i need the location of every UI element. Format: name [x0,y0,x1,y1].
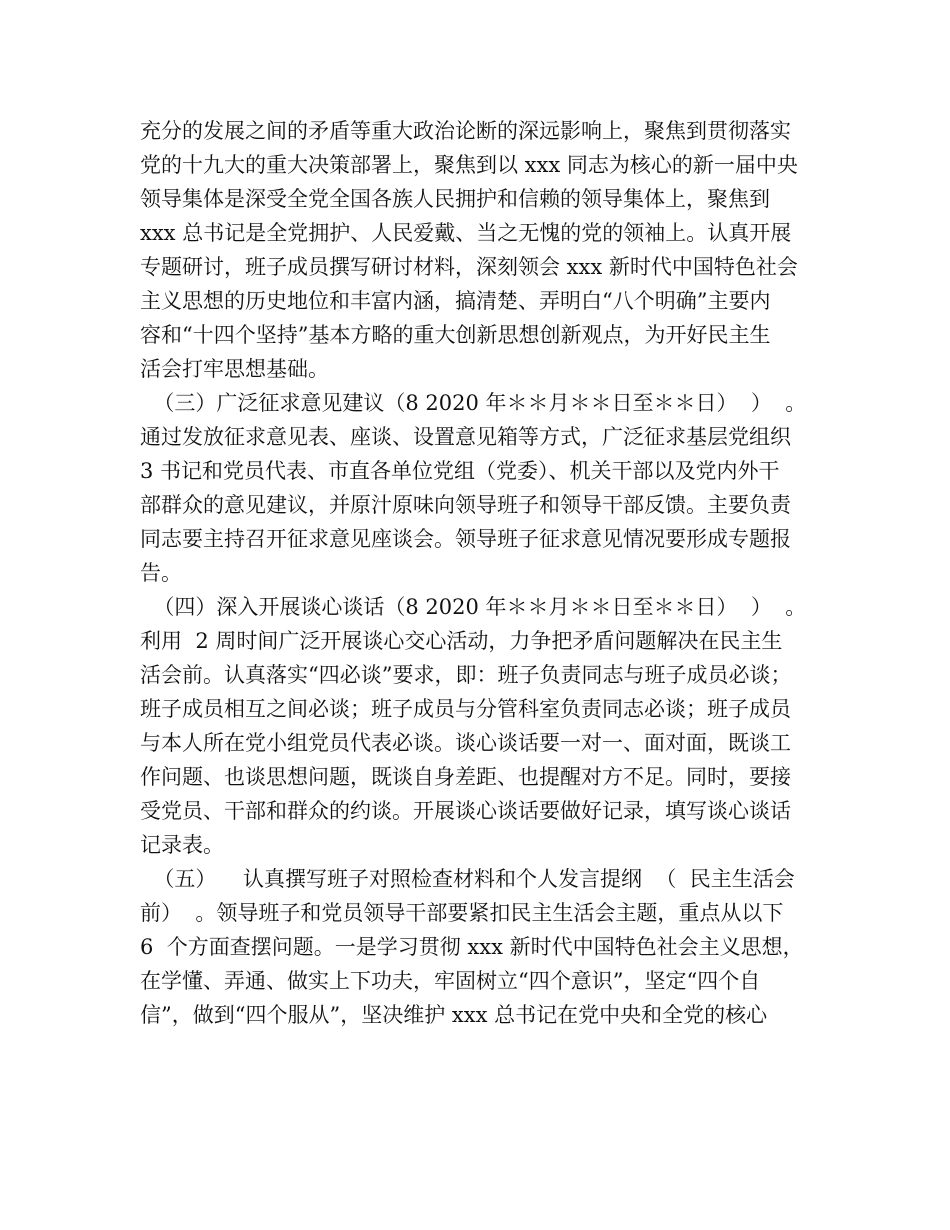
text-line: 活会打牢思想基础。 [140,357,329,381]
section-heading-3: （三）广泛征求意见建议（8 2020 年＊＊月＊＊日至＊＊日） ） 。 [140,391,807,415]
text-line: 领导集体是深受全党全国各族人民拥护和信赖的领导集体上，聚焦到 [140,187,770,211]
text-line: 专题研讨，班子成员撰写研讨材料，深刻领会 xxx 新时代中国特色社会 [140,255,798,279]
text-line: 党的十九大的重大决策部署上，聚焦到以 xxx 同志为核心的新一届中央 [140,153,798,177]
section-heading-4: （四）深入开展谈心谈话（8 2020 年＊＊月＊＊日至＊＊日） ） 。 [140,595,807,619]
text-line: 与本人所在党小组党员代表必谈。谈心谈话要一对一、面对面，既谈工 [140,731,791,755]
text-line: 活会前。认真落实“四必谈”要求，即：班子负责同志与班子成员必谈； [140,663,792,687]
text-line: 作问题、也谈思想问题，既谈自身差距、也提醒对方不足。同时，要接 [140,765,791,789]
text-line: 在学懂、弄通、做实上下功夫，牢固树立“四个意识”，坚定“四个自 [140,969,761,993]
text-line: 部群众的意见建议，并原汁原味向领导班子和领导干部反馈。主要负责 [140,493,791,517]
text-line: 3 书记和党员代表、市直各单位党组（党委）、机关干部以及党内外干 [140,459,780,483]
text-line: 前） 。领导班子和党员领导干部要紧扣民主生活会主题，重点从以下 [140,901,784,925]
text-line: 利用 2 周时间广泛开展谈心交心活动，力争把矛盾问题解决在民主生 [140,629,783,653]
text-line: 主义思想的历史地位和丰富内涵，搞清楚、弄明白“八个明确”主要内 [140,289,771,313]
text-line: 信”，做到“四个服从”，坚决维护 xxx 总书记在党中央和全党的核心 [140,1003,768,1027]
text-line: 记录表。 [140,833,224,857]
text-line: 班子成员相互之间必谈；班子成员与分管科室负责同志必谈；班子成员 [140,697,791,721]
text-line: 容和“十四个坚持”基本方略的重大创新思想创新观点，为开好民主生 [140,323,771,347]
text-line: 同志要主持召开征求意见座谈会。领导班子征求意见情况要形成专题报 [140,527,791,551]
text-line: 告。 [140,561,182,585]
text-line: 通过发放征求意见表、座谈、设置意见箱等方式，广泛征求基层党组织 [140,425,791,449]
text-line: 6 个方面查摆问题。一是学习贯彻 xxx 新时代中国特色社会主义思想， [140,935,804,959]
document-body [140,114,830,1032]
text-line: 充分的发展之间的矛盾等重大政治论断的深远影响上，聚焦到贯彻落实 [140,119,791,143]
text-line: 受党员、干部和群众的约谈。开展谈心谈话要做好记录，填写谈心谈话 [140,799,791,823]
text-line: xxx 总书记是全党拥护、人民爱戴、当之无愧的党的领袖上。认真开展 [140,221,792,245]
section-heading-5: （五） 认真撰写班子对照检查材料和个人发言提纲 （ 民主生活会 [140,867,795,891]
